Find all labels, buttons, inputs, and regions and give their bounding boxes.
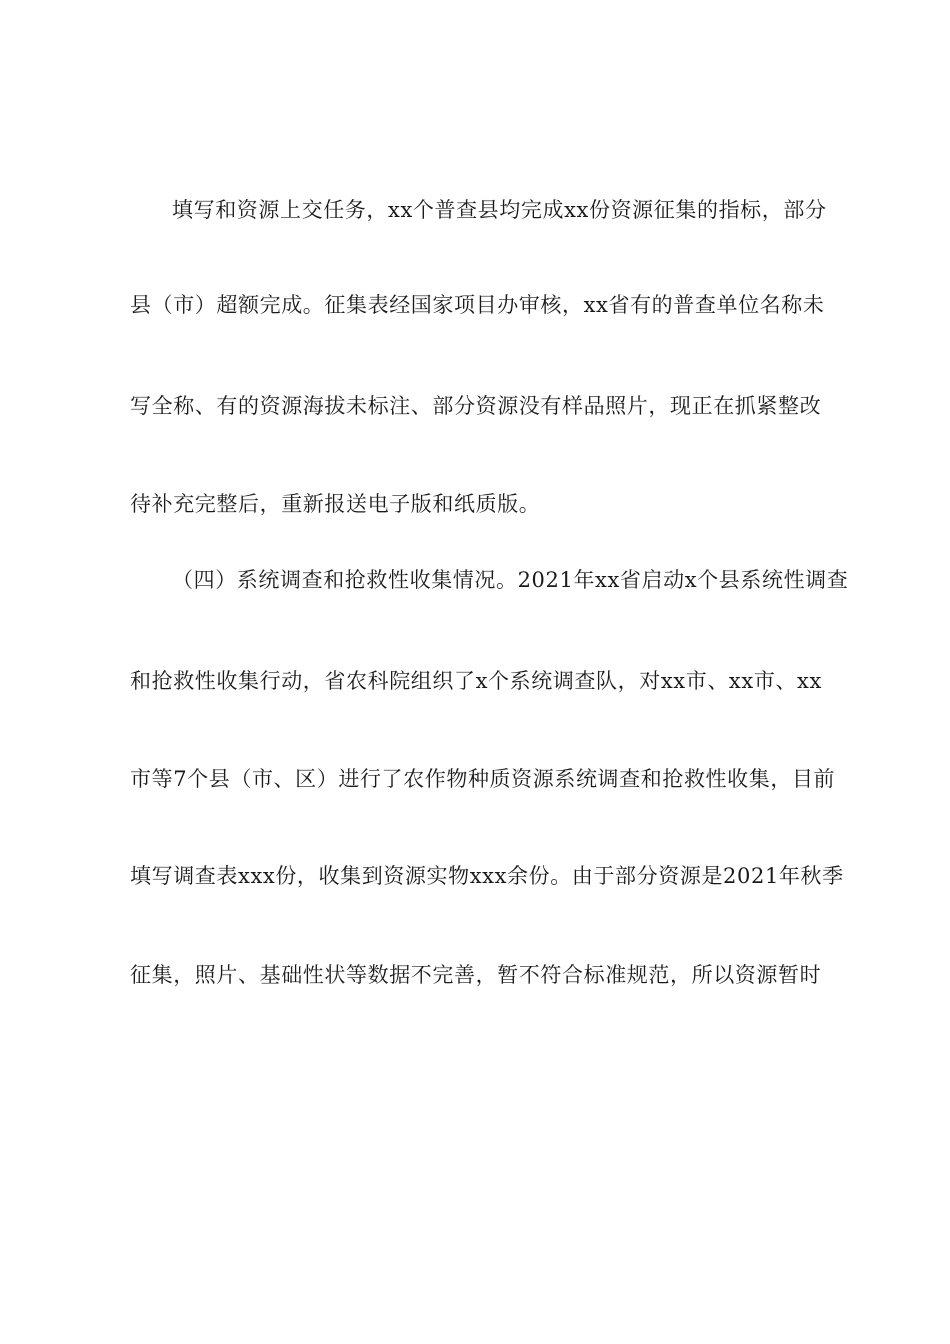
paragraph-1-line-4: 待补充完整后，重新报送电子版和纸质版。 [130,492,541,516]
paragraph-1-line-3: 写全称、有的资源海拔未标注、部分资源没有样品照片，现正在抓紧整改 [130,394,822,418]
paragraph-2-line-3: 市等7个县（市、区）进行了农作物种质资源系统调查和抢救性收集，目前 [130,767,836,791]
paragraph-1-line-2: 县（市）超额完成。征集表经国家项目办审核，xx省有的普查单位名称未 [130,293,825,317]
paragraph-2-line-2: 和抢救性收集行动，省农科院组织了x个系统调查队，对xx市、xx市、xx [130,669,822,693]
paragraph-2-line-5: 征集，照片、基础性状等数据不完善，暂不符合标准规范，所以资源暂时 [130,963,822,987]
paragraph-1-line-1: 填写和资源上交任务，xx个普查县均完成xx份资源征集的指标，部分 [172,198,827,222]
paragraph-2-line-4: 填写调查表xxx份，收集到资源实物xxx余份。由于部分资源是2021年秋季 [130,864,844,888]
paragraph-2-line-1: （四）系统调查和抢救性收集情况。2021年xx省启动x个县系统性调查 [172,568,849,592]
